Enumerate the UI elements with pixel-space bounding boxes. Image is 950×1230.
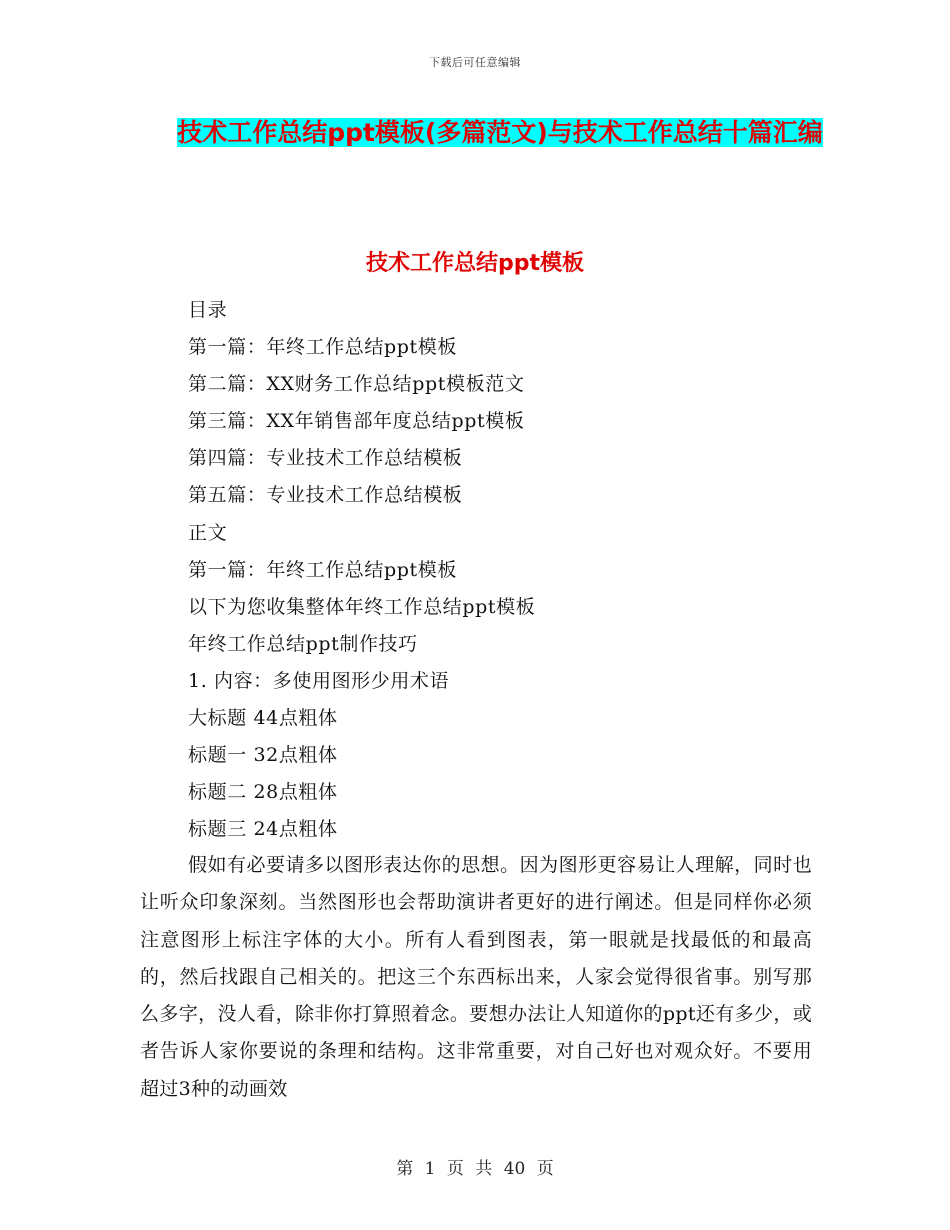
page-footer: 第 1 页 共 40 页 xyxy=(396,1159,554,1179)
line-toc-item-2: 第二篇：XX财务工作总结ppt模板范文 xyxy=(188,373,525,396)
line-font-size-2: 标题一 32点粗体 xyxy=(188,744,338,767)
section-title: 技术工作总结ppt模板 xyxy=(365,251,584,276)
line-intro: 以下为您收集整体年终工作总结ppt模板 xyxy=(188,595,536,618)
line-chapter-1: 第一篇：年终工作总结ppt模板 xyxy=(188,558,457,581)
line-toc-item-4: 第四篇：专业技术工作总结模板 xyxy=(188,447,463,470)
line-font-size-3: 标题二 28点粗体 xyxy=(188,781,338,804)
line-tips-heading: 年终工作总结ppt制作技巧 xyxy=(188,632,418,655)
line-toc-item-3: 第三篇：XX年销售部年度总结ppt模板 xyxy=(188,410,525,433)
line-font-size-4: 标题三 24点粗体 xyxy=(188,818,338,841)
content-lines xyxy=(188,292,535,848)
line-font-size-1: 大标题 44点粗体 xyxy=(188,707,338,730)
line-toc-item-1: 第一篇：年终工作总结ppt模板 xyxy=(188,336,457,359)
line-body-heading: 正文 xyxy=(188,521,228,544)
line-toc-heading: 目录 xyxy=(188,299,228,321)
document-title-text: 技术工作总结ppt模板(多篇范文)与技术工作总结十篇汇编 xyxy=(177,118,823,147)
header-note: 下载后可任意编辑 xyxy=(429,56,521,69)
line-toc-item-5: 第五篇：专业技术工作总结模板 xyxy=(188,484,463,507)
body-paragraph: 假如有必要请多以图形表达你的思想。因为图形更容易让人理解，同时也让听众印象深刻。当然图形也会帮助演讲者更好的进行阐述。但是同样你必须注意图形上标注字体的大小。所有人看到图表，第一眼就是找最低的和最高的，然后找跟自己相关的。把这三个东西标出来，人家会觉得很省事。别写那么多字，没人看，除非你打算照着念。要想办法让人知道你的ppt还有多少，或者告诉人家你要说的条理和结构。这非常重要，对自己好也对观众好。不要用超过3种的动画效 xyxy=(140,854,812,1100)
document-title xyxy=(140,110,860,156)
line-tip-1: 1. 内容：多使用图形少用术语 xyxy=(188,669,450,692)
